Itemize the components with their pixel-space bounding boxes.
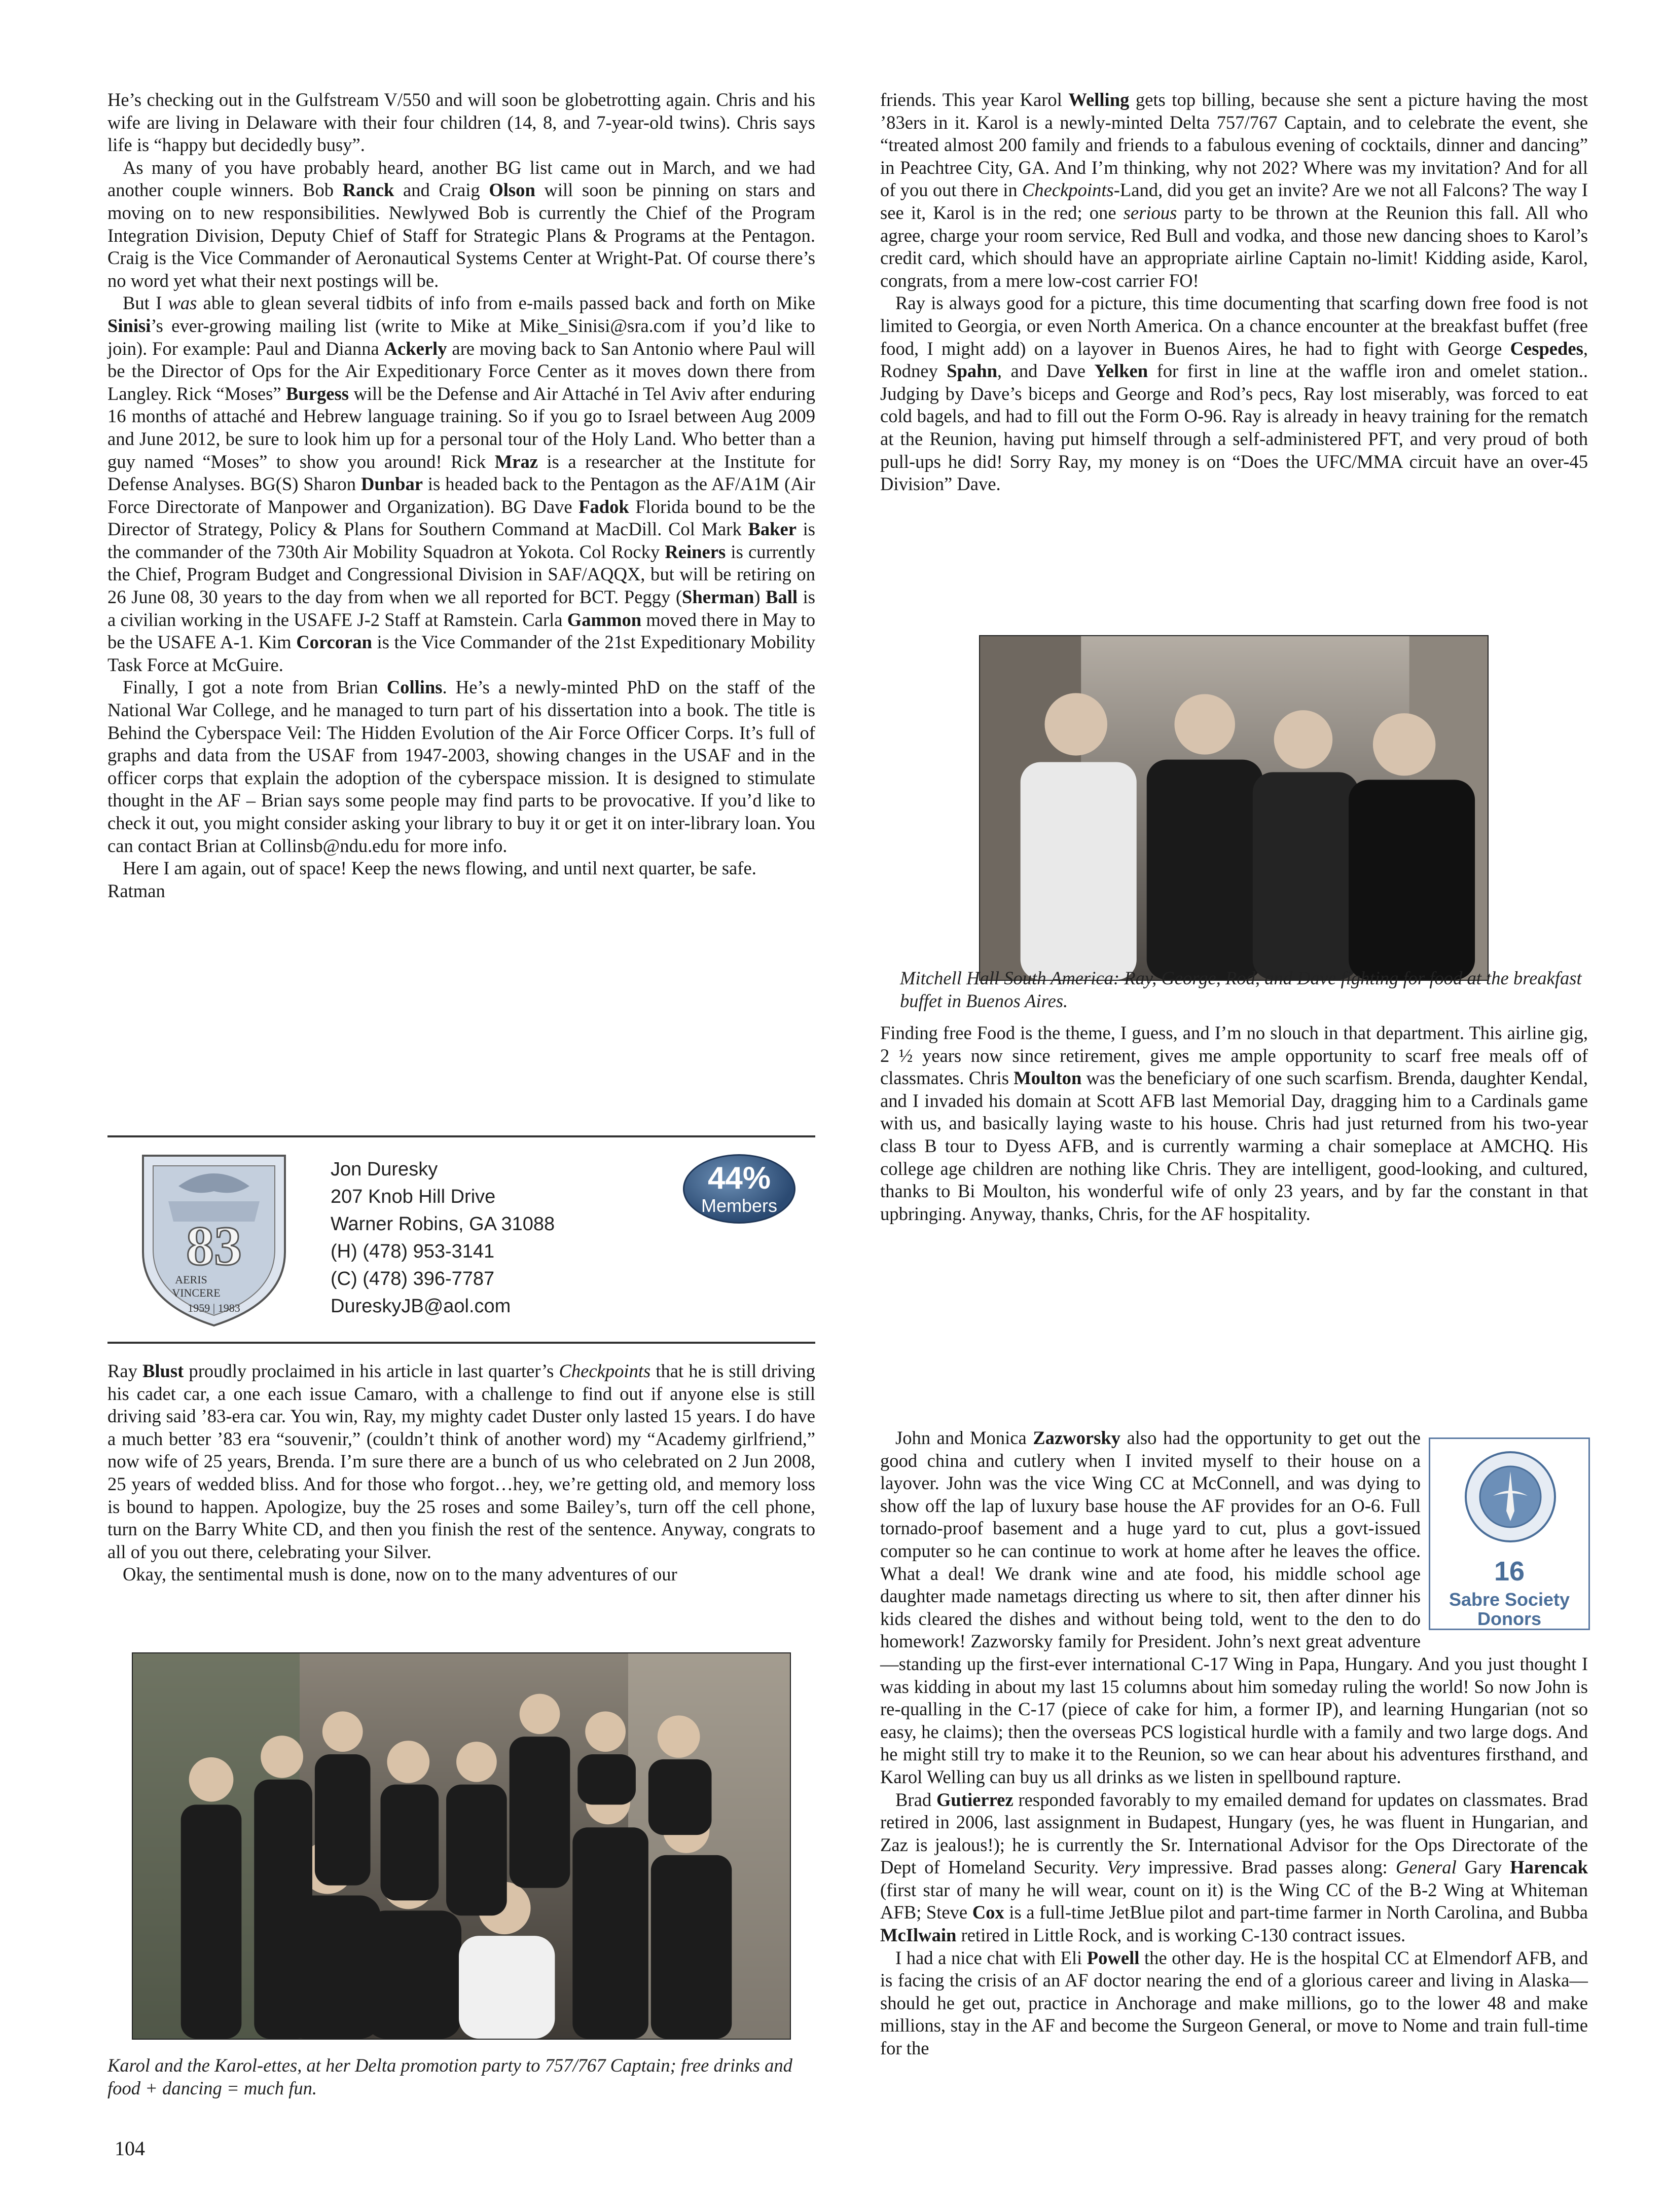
- divider-rule: [107, 1342, 815, 1344]
- crest-class-number: 83: [186, 1215, 242, 1277]
- paragraph: Ray is always good for a picture, this time documenting that scarfing down free food is not limited to Georgia, or even North America. On a chance encounter at the breakfast buffet (free food, I might add) on a layover in Buenos Aires, he had to fight with George Cespedes, Rodney Spahn, and Dave Yelken for first in line at the waffle iron and omelet station.. Judging by Dave’s biceps and George and Rod’s pecs, Ray lost miserably, was forced to eat cold bagels, and had to fill out the Form O-96. Ray is already in heavy training for the rematch at the Reunion, having put himself through a self-administered PFT, and very proud of both pull-ups he did! Sorry Ray, my money is on “Does the UFC/MMA circuit have an over-45 Division” Dave.: [880, 292, 1588, 495]
- divider-rule: [107, 1135, 815, 1137]
- sabre-society-seal-icon: [1464, 1450, 1557, 1543]
- crest-years: 1959 | 1983: [188, 1302, 240, 1314]
- contact-cell-phone: (C) (478) 396-7787: [331, 1268, 495, 1289]
- crest-motto-2: VINCERE: [172, 1286, 221, 1299]
- crest-motto-1: AERIS: [175, 1273, 207, 1286]
- paragraph: friends. This year Karol Welling gets top billing, because she sent a picture having the most ’83ers in it. Karol is a newly-minted Delta 757/767 Captain, and to celebrate the event, she “treated almost 200 family and friends to a fabulous evening of cocktails, dinner and dancing” in Peachtree City, GA. And I’m thinking, why not 202? Where was my invitation? And for all of you out there in Checkpoints-Land, did you get an invite? Are we not all Falcons? The way I see it, Karol is in the red; one serious party to be thrown at the Reunion this fall. All who agree, charge your room service, Red Bull and vodka, and those new dancing shoes to Karol’s credit card, which should have an appropriate airline Captain no-limit! Kidding aside, Karol, congrats, from a mere low-cost carrier FO!: [880, 89, 1588, 291]
- paragraph: But I was able to glean several tidbits of info from e-mails passed back and forth on Mike Sinisi’s ever-growing mailing list (write to Mike at Mike_Sinisi@sra.com if you’d like to join). For example: Paul and Dianna Ackerly are moving back to San Antonio where Paul will be the Director of Ops for the Air Expeditionary Force Center as it moves down there from Langley. Rick “Moses” Burgess will be the Defense and Air Attaché in Tel Aviv after enduring 16 months of attaché and Hebrew language training. So if you go to Israel between Aug 2009 and June 2012, be sure to look him up for a personal tour of the Holy Land. Who better than a guy named “Moses” to show you around! Rick Mraz is a researcher at the Institute for Defense Analyses. BG(S) Sharon Dunbar is headed back to the Pentagon as the AF/A1M (Air Force Directorate of Manpower and Organization). BG Dave Fadok Florida bound to be the Director of Strategy, Policy & Plans for Southern Command at MacDill. Col Mark Baker is the commander of the 730th Air Mobility Squadron at Yokota. Col Rocky Reiners is currently the Chief, Program Budget and Congressional Division in SAF/AQQX, but will be retiring on 26 June 08, 30 years to the day from when we all reported for BCT. Peggy (Sherman) Ball is a civilian working in the USAFE J-2 Staff at Ramstein. Carla Gammon moved there in May to be the USAFE A-1. Kim Corcoran is the Vice Commander of the 21st Expeditionary Mobility Task Force at McGuire.: [107, 292, 815, 675]
- class-scribe-contact: [331, 1156, 555, 1320]
- photo-caption: Karol and the Karol-ettes, at her Delta promotion party to 757/767 Captain; free drinks and food + dancing = much fun.: [107, 2055, 792, 2098]
- paragraph: Brad Gutierrez responded favorably to my emailed demand for updates on classmates. Brad retired in 2006, last assignment in Budapest, Hungary (yes, he was fluent in Hungarian, and Zaz is jealous!); he is currently the Sr. International Advisor for the Ops Directorate of the Dept of Homeland Security. Very impressive. Brad passes along: General Gary Harencak (first star of many he will wear, count on it) is the Wing CC of the B-2 Wing at Whiteman AFB; Steve Cox is a full-time JetBlue pilot and part-time farmer in North Carolina, and Bubba McIlwain retired in Little Rock, and is working C-130 contract issues.: [880, 1789, 1588, 1946]
- buffet-group-photo: [979, 635, 1489, 981]
- article-column-right-mid: [880, 1022, 1588, 1225]
- contact-home-phone: (H) (478) 953-3141: [331, 1241, 495, 1262]
- members-percent: 44%: [707, 1161, 771, 1196]
- sabre-label: [1430, 1590, 1588, 1629]
- paragraph: He’s checking out in the Gulfstream V/550 and will soon be globetrotting again. Chris and his wife are living in Delaware with their four children (14, 8, and 7-year-old twins). Chris says life is “happy but decidedly busy”.: [107, 89, 815, 156]
- sabre-label-line-2: Donors: [1477, 1608, 1541, 1629]
- paragraph: As many of you have probably heard, another BG list came out in March, and we had another couple winners. Bob Ranck and Craig Olson will soon be pinning on stars and moving on to new responsibilities. Newlywed Bob is currently the Chief of the Program Integration Division, Deputy Chief of Staff for Strategic Plans & Programs at the Pentagon. Craig is the Vice Commander of Aeronautical Systems Center at Wright-Pat. Of course there’s no word yet what their next postings will be.: [107, 157, 816, 291]
- contact-city: Warner Robins, GA 31088: [331, 1213, 555, 1235]
- class-crest-logo: [133, 1151, 295, 1331]
- article-column-left-top: [107, 89, 815, 902]
- contact-name: Jon Duresky: [331, 1159, 438, 1180]
- members-percent-badge: [683, 1154, 795, 1224]
- paragraph: Okay, the sentimental mush is done, now on to the many adventures of our: [123, 1564, 677, 1585]
- sabre-label-line-1: Sabre Society: [1449, 1589, 1570, 1610]
- article-column-right-top: [880, 89, 1588, 496]
- sabre-donor-count: 16: [1494, 1556, 1525, 1587]
- paragraph: John and Monica Zazworsky also had the opportunity to get out the good china and cutlery when I invited myself to their house on a layover. John was the vice Wing CC at McConnell, and was dying to show off the lap of luxury base house the AF provides for an O-6. Full tornado-proof basement and a huge yard to cut, plus a govt-issued computer so he can continue to work at home after he leaves the office. What a deal! We drank wine and ate food, his middle school age daughter made nametags directing us where to sit, then after dinner his kids cleared the dishes and without being told, went to the den to do homework! Zazworsky family for President. John’s next great adventure—standing up the first-ever international C-17 Wing in Papa, Hungary. And you just thought I was kidding in about my last 15 columns about him someday ruling the world! So now John is re-qualling in the C-17 (piece of cake for him, a former IP), and learning Hungarian (not so easy, he claims); then the overseas PCS logistical hurdle with a family and two large dogs. And he might still try to make it to the Reunion, so we can hear about his adventures firsthand, and Karol Welling can buy us all drinks as we listen in spellbound rapture.: [880, 1427, 1588, 1787]
- paragraph: Ray Blust proudly proclaimed in his article in last quarter’s Checkpoints that he is still driving his cadet car, a one each issue Camaro, with a challenge to find out if anyone else is still driving said ’83-era car. You win, Ray, my mighty cadet Duster only lasted 15 years. I do have a much better ’83 era “souvenir,” (couldn’t think of another word) my “Academy girlfriend,” now wife of 25 years, Brenda. I’m sure there are a bunch of us who celebrated on 2 Jun 2008, 25 years of wedded bliss. And for those who forgot…hey, we’re getting old, and memory loss is bound to happen. Apologize, buy the 25 roses and some Bailey’s, turn off the cell phone, turn on the Barry White CD, and then you finish the rest of the sentence. Anyway, congrats to all of you out there, celebrating your Silver.: [107, 1360, 815, 1562]
- page-number: 104: [115, 2137, 145, 2160]
- paragraph: I had a nice chat with Eli Powell the other day. He is the hospital CC at Elmendorf AFB, and is facing the crisis of an AF doctor nearing the end of a glorious career and living in Alaska—should he get out, practice in Anchorage and make millions, go to the lower 48 and make millions, stay in the AF and become the Surgeon General, or move to Nome and train full-time for the: [880, 1947, 1588, 2059]
- article-column-left-bottom: [107, 1360, 815, 1586]
- paragraph: Finding free Food is the theme, I guess, and I’m no slouch in that department. This airline gig, 2 ½ years now since retirement, gives me ample opportunity to scarf free meals off of classmates. Chris Moulton was the beneficiary of one such scarfism. Brenda, daughter Kendal, and I invaded his domain at Scott AFB last Memorial Day, dragging him to a Cardinals game with us, and basically laying waste to his house. Chris had just returned from his two-year class B tour to Dyess AFB, and is currently warming a chair someplace at AMCHQ. His college age children are nothing like Chris. They are intelligent, good-looking, and cultured, thanks to Bi Moulton, his wonderful wife of only 23 years, and by far the constant in that upbringing. Anyway, thanks, Chris, for the AF hospitality.: [880, 1022, 1588, 1224]
- contact-street: 207 Knob Hill Drive: [331, 1186, 496, 1207]
- sabre-society-donors-box: [1429, 1437, 1590, 1630]
- members-label: Members: [701, 1195, 778, 1216]
- contact-email[interactable]: DureskyJB@aol.com: [331, 1296, 511, 1317]
- party-group-photo: [132, 1652, 791, 2040]
- photo-caption: Mitchell Hall South America: Ray, George, Rod, and Dave fighting for food at the breakfast buffet in Buenos Aires.: [900, 968, 1582, 1011]
- paragraph: Here I am again, out of space! Keep the news flowing, and until next quarter, be safe. Ratman: [107, 858, 756, 901]
- paragraph: Finally, I got a note from Brian Collins. He’s a newly-minted PhD on the staff of the National War College, and he managed to turn part of his dissertation into a book. The title is Behind the Cyberspace Veil: The Hidden Evolution of the Air Force Officer Corps. It’s full of graphs and data from the USAF from 1947-2003, showing changes in the USAF and in the officer corps that explain the adoption of the cyberspace mission. It is designed to stimulate thought in the AF – Brian says some people may find parts to be provocative. If you’d like to check it out, you might consider asking your library to buy it or get it on inter-library loan. You can contact Brian at Collinsb@ndu.edu for more info.: [107, 677, 815, 856]
